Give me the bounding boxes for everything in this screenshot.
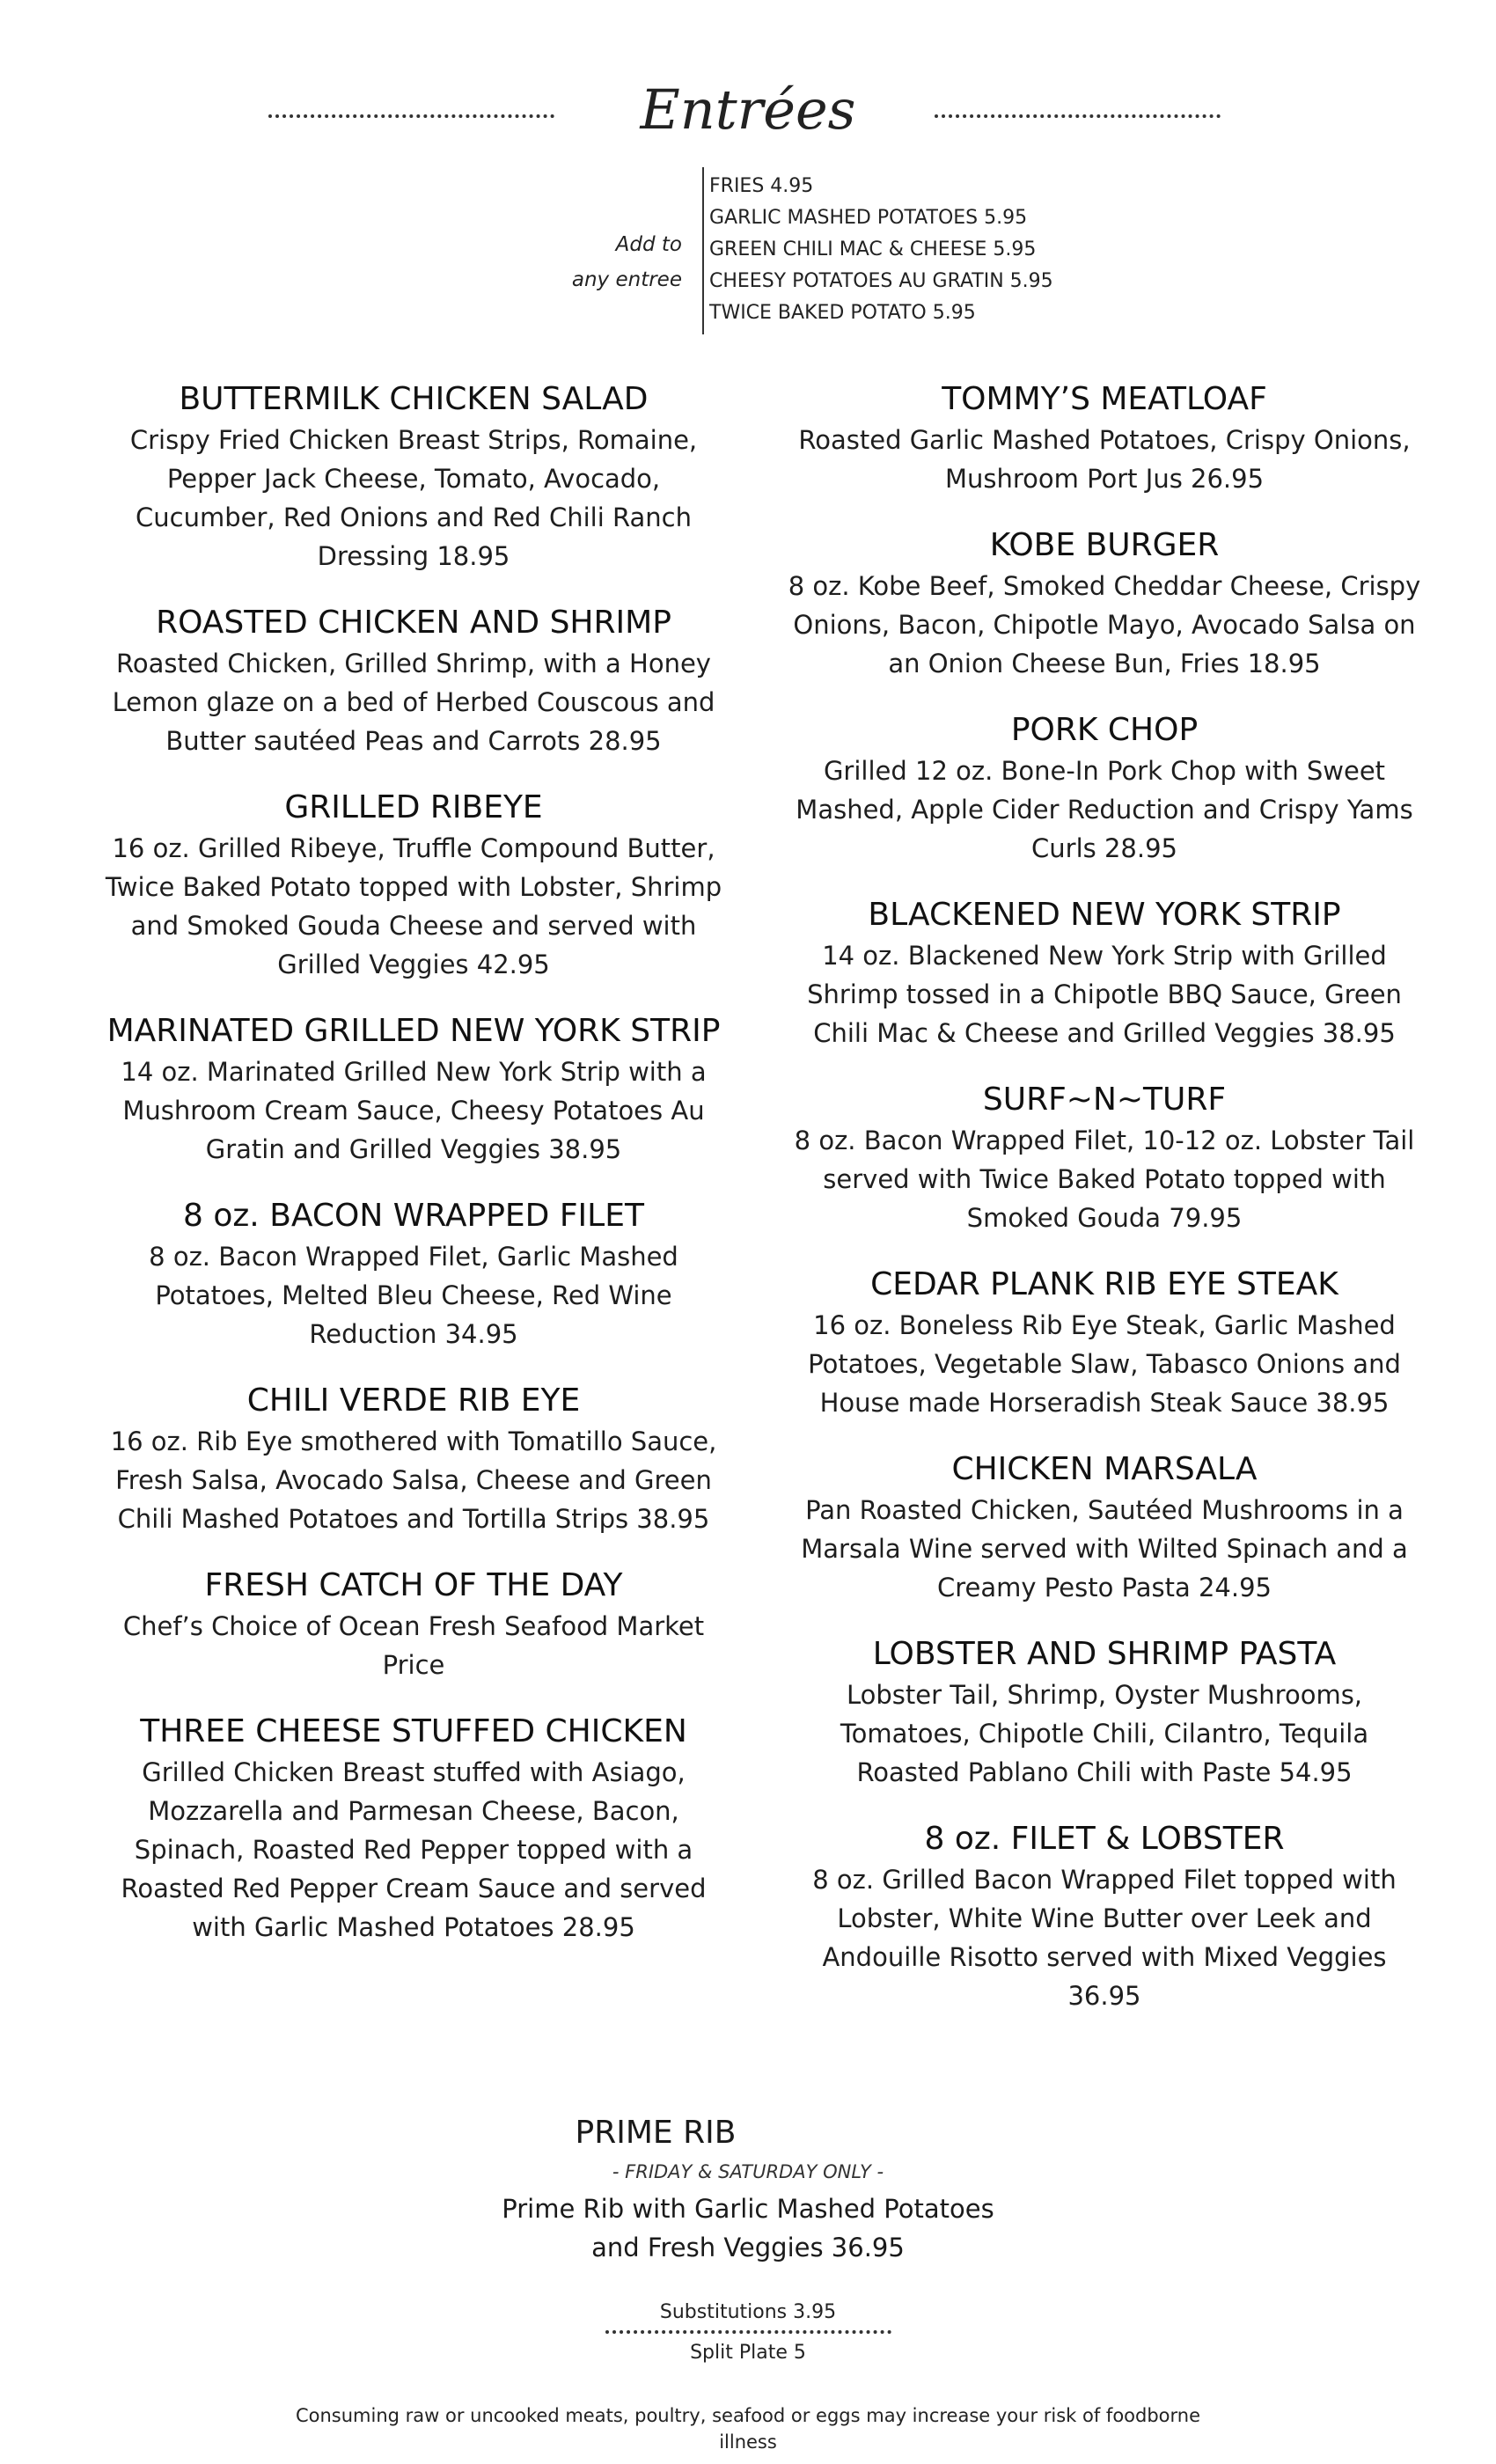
menu-item-name: SURF~N~TURF: [982, 1082, 1227, 1118]
menu-item: [788, 894, 1421, 1052]
menu-item-name: ROASTED CHICKEN AND SHRIMP: [156, 605, 671, 641]
menu-item: [788, 709, 1421, 868]
menu-item: [97, 1711, 730, 1947]
menu-item: [788, 524, 1421, 683]
menu-item-description: 8 oz. Bacon Wrapped Filet, 10-12 oz. Lobster Tail served with Twice Baked Potato topped with Smoked Gouda 79.95: [794, 1126, 1415, 1233]
addon-label: [572, 227, 682, 297]
extras-divider: [605, 2330, 891, 2334]
addon-item: TWICE BAKED POTATO 5.95: [709, 302, 976, 324]
menu-item-description: 14 oz. Marinated Grilled New York Strip with a Mushroom Cream Sauce, Cheesy Potatoes Au Gratin and Grilled Veggies 38.95: [121, 1057, 707, 1164]
menu-item-name: PORK CHOP: [1010, 712, 1199, 748]
menu-item-description: Crispy Fried Chicken Breast Strips, Romaine, Pepper Jack Cheese, Tomato, Avocado, Cucumber, Red Onions and Red Chili Ranch Dressing 18.95: [129, 425, 698, 571]
menu-item-description: Pan Roasted Chicken, Sautéed Mushrooms in a Marsala Wine served with Wilted Spinach and a Creamy Pesto Pasta 24.95: [801, 1495, 1408, 1602]
addon-item: FRIES 4.95: [709, 175, 814, 197]
menu-item-name: CEDAR PLANK RIB EYE STEAK: [870, 1266, 1338, 1302]
menu-item: [97, 1380, 730, 1538]
page-title: Entrées: [640, 77, 856, 142]
addon-item: CHEESY POTATOES AU GRATIN 5.95: [709, 270, 1053, 292]
prime-rib-name: PRIME RIB: [575, 2115, 737, 2151]
menu-item-description: 8 oz. Kobe Beef, Smoked Cheddar Cheese, Crispy Onions, Bacon, Chipotle Mayo, Avocado Salsa on an Onion Cheese Bun, Fries 18.95: [788, 571, 1421, 678]
menu-item-name: LOBSTER AND SHRIMP PASTA: [872, 1636, 1337, 1672]
prime-rib-availability: - FRIDAY & SATURDAY ONLY -: [612, 2161, 884, 2182]
addon-list: [709, 171, 1053, 329]
menu-item-description: Roasted Garlic Mashed Potatoes, Crispy Onions, Mushroom Port Jus 26.95: [798, 425, 1411, 494]
menu-item-description: Chef’s Choice of Ocean Fresh Seafood Market Price: [122, 1611, 705, 1680]
menu-item-name: 8 oz. FILET & LOBSTER: [924, 1821, 1285, 1857]
addon-label-line1: Add to: [615, 233, 682, 256]
menu-item: [788, 1448, 1421, 1607]
title-row: [0, 77, 1496, 157]
addon-item: GREEN CHILI MAC & CHEESE 5.95: [709, 238, 1037, 260]
menu-item: [97, 378, 730, 576]
menu-item-description: 16 oz. Boneless Rib Eye Steak, Garlic Mashed Potatoes, Vegetable Slaw, Tabasco Onions and House made Horseradish Steak Sauce 38.95: [808, 1310, 1401, 1418]
right-menu-column: [788, 378, 1421, 2042]
menu-item-description: 8 oz. Bacon Wrapped Filet, Garlic Mashed Potatoes, Melted Bleu Cheese, Red Wine Reduction 34.95: [149, 1242, 678, 1349]
menu-item-description: 16 oz. Rib Eye smothered with Tomatillo Sauce, Fresh Salsa, Avocado Salsa, Cheese and Green Chili Mashed Potatoes and Tortilla Strips 38.95: [110, 1426, 717, 1534]
prime-rib-section: [396, 2112, 1100, 2267]
menu-item: [97, 1195, 730, 1353]
menu-item: [97, 787, 730, 984]
prime-rib-description-line2: and Fresh Veggies 36.95: [591, 2233, 905, 2262]
menu-item-description: 16 oz. Grilled Ribeye, Truffle Compound Butter, Twice Baked Potato topped with Lobster, Shrimp and Smoked Gouda Cheese and served with Grilled Veggies 42.95: [105, 833, 722, 979]
substitutions-note: Substitutions 3.95: [659, 2301, 837, 2323]
menu-item: [788, 378, 1421, 498]
left-menu-column: [97, 378, 730, 1973]
menu-item-description: Roasted Chicken, Grilled Shrimp, with a Honey Lemon glaze on a bed of Herbed Couscous and Butter sautéed Peas and Carrots 28.95: [112, 649, 715, 756]
menu-item-description: Grilled 12 oz. Bone-In Pork Chop with Sweet Mashed, Apple Cider Reduction and Crispy Yams Curls 28.95: [796, 756, 1413, 863]
menu-item-name: BUTTERMILK CHICKEN SALAD: [179, 381, 649, 417]
menu-item-name: CHICKEN MARSALA: [951, 1451, 1258, 1487]
addon-divider: [702, 167, 704, 334]
addon-item: GARLIC MASHED POTATOES 5.95: [709, 207, 1028, 229]
menu-item-description: 8 oz. Grilled Bacon Wrapped Filet topped with Lobster, White Wine Butter over Leek and Andouille Risotto served with Mixed Veggies 36.95: [812, 1865, 1397, 2011]
menu-item: [788, 1818, 1421, 2015]
menu-item: [97, 602, 730, 760]
menu-item-name: GRILLED RIBEYE: [284, 789, 543, 825]
menu-item-description: Grilled Chicken Breast stuffed with Asiago, Mozzarella and Parmesan Cheese, Bacon, Spinach, Roasted Red Pepper topped with a Roasted Red Pepper Cream Sauce and served with Garlic Mashed Potatoes 28.95: [121, 1757, 707, 1942]
menu-item: [97, 1010, 730, 1169]
split-plate-note: Split Plate 5: [690, 2342, 806, 2364]
prime-rib-description-line1: Prime Rib with Garlic Mashed Potatoes: [502, 2194, 994, 2224]
menu-item-name: FRESH CATCH OF THE DAY: [204, 1567, 623, 1603]
menu-item: [788, 1264, 1421, 1422]
menu-item-name: 8 oz. BACON WRAPPED FILET: [183, 1198, 644, 1234]
menu-item-description: 14 oz. Blackened New York Strip with Grilled Shrimp tossed in a Chipotle BBQ Sauce, Green Chili Mac & Cheese and Grilled Veggies 38.95: [807, 941, 1402, 1048]
menu-item-name: MARINATED GRILLED NEW YORK STRIP: [106, 1013, 721, 1049]
menu-item-name: BLACKENED NEW YORK STRIP: [868, 897, 1341, 933]
menu-item-name: THREE CHEESE STUFFED CHICKEN: [140, 1713, 687, 1749]
extras-section: [0, 2299, 1496, 2367]
menu-item: [97, 1565, 730, 1684]
menu-item: [788, 1633, 1421, 1792]
addon-label-line2: any entree: [571, 268, 682, 291]
title-divider-right: [935, 114, 1221, 118]
menu-item-description: Lobster Tail, Shrimp, Oyster Mushrooms, Tomatoes, Chipotle Chili, Cilantro, Tequila Roasted Pablano Chili with Paste 54.95: [840, 1680, 1369, 1787]
menu-item: [788, 1079, 1421, 1237]
food-safety-disclaimer: Consuming raw or uncooked meats, poultry, seafood or eggs may increase your risk of foodborne illness: [295, 2405, 1201, 2453]
menu-item-name: TOMMY’S MEATLOAF: [942, 381, 1267, 417]
menu-item-name: CHILI VERDE RIB EYE: [246, 1382, 581, 1419]
menu-item-name: KOBE BURGER: [989, 527, 1220, 563]
